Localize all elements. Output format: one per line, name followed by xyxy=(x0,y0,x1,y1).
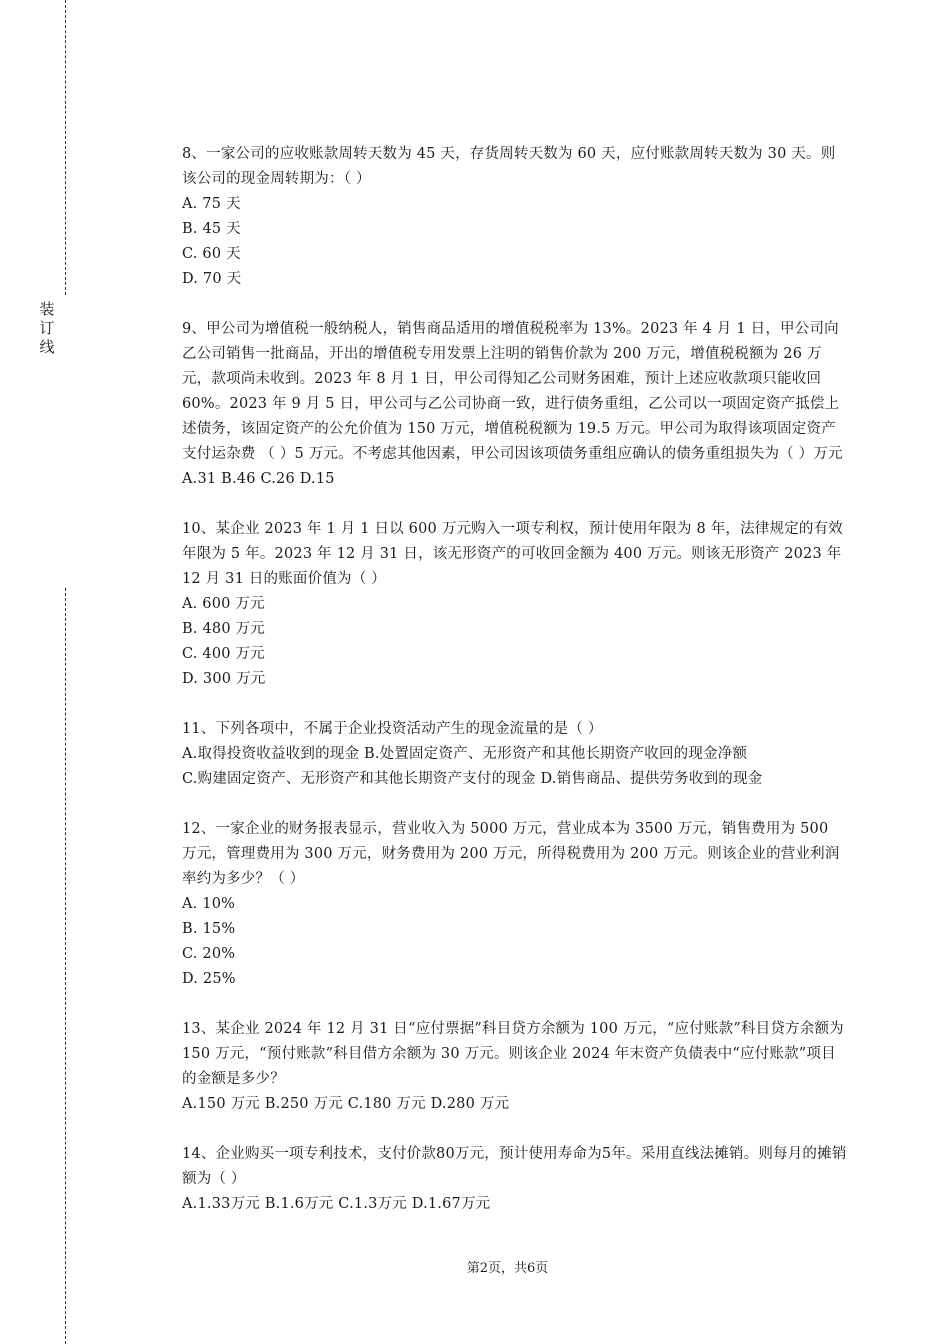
binding-label xyxy=(37,300,57,357)
question-8 xyxy=(182,142,847,292)
question-stem: 8、一家公司的应收账款周转天数为 45 天，存货周转天数为 60 天，应付账款周转天数为 30 天。则该公司的现金周转期为：（ ） xyxy=(182,146,836,187)
question-10 xyxy=(182,517,847,692)
question-12 xyxy=(182,817,847,992)
option-b: B. 45 天 xyxy=(182,221,241,237)
page-number: 第2页，共6页 xyxy=(466,1261,549,1276)
question-14 xyxy=(182,1142,847,1217)
binding-char: 线 xyxy=(39,338,55,356)
question-stem: 11、下列各项中，不属于企业投资活动产生的现金流量的是（ ） xyxy=(182,721,603,737)
option-b: B. 15% xyxy=(182,921,236,937)
option-b: B. 480 万元 xyxy=(182,621,265,637)
question-11 xyxy=(182,717,847,792)
option-c: C. 60 天 xyxy=(182,246,241,262)
question-stem: 13、某企业 2024 年 12 月 31 日“应付票据”科目贷方余额为 100 万元，“应付账款”科目贷方余额为 150 万元，“预付账款”科目借方余额为 30 万元。则该企业 2024 年末资产负债表中“应付账款”项目的金额是多少？ xyxy=(182,1021,844,1087)
options-line: A.1.33万元 B.1.6万元 C.1.3万元 D.1.67万元 xyxy=(182,1196,491,1212)
options-line: A.31 B.46 C.26 D.15 xyxy=(182,471,335,487)
options-line: A.150 万元 B.250 万元 C.180 万元 D.280 万元 xyxy=(182,1096,510,1112)
question-13 xyxy=(182,1017,847,1117)
question-stem: 10、某企业 2023 年 1 月 1 日以 600 万元购入一项专利权，预计使用年限为 8 年，法律规定的有效年限为 5 年。2023 年 12 月 31 日，该无形资产的可收回金额为 400 万元。则该无形资产 2023 年 12 月 31 日的账面价值为（ ） xyxy=(182,521,843,587)
binding-line-top xyxy=(65,0,66,295)
option-d: D. 300 万元 xyxy=(182,671,266,687)
option-c: C. 400 万元 xyxy=(182,646,265,662)
question-9 xyxy=(182,317,847,492)
option-d: D. 70 天 xyxy=(182,271,242,287)
binding-char: 装 xyxy=(39,300,55,318)
question-list xyxy=(182,142,847,1217)
question-stem: 9、甲公司为增值税一般纳税人，销售商品适用的增值税税率为 13%。2023 年 4 月 1 日，甲公司向乙公司销售一批商品，开出的增值税专用发票上注明的销售价款为 200 万元，增值税税额为 26 万元，款项尚未收到。2023 年 8 月 1 日，甲公司得知乙公司财务困难，预计上述应收款项只能收回 60%。2023 年 9 月 5 日，甲公司与乙公司协商一致，进行债务重组，乙公司以一项固定资产抵偿上述债务，该固定资产的公允价值为 150 万元，增值税税额为 19.5 万元。甲公司为取得该项固定资产支付运杂费 （ ）5 万元。不考虑其他因素，甲公司因该项债务重组应确认的债务重组损失为（ ）万元 xyxy=(182,321,843,462)
question-stem: 14、企业购买一项专利技术，支付价款80万元，预计使用寿命为5年。采用直线法摊销。则每月的摊销额为（ ） xyxy=(182,1146,847,1187)
option-a: A. 75 天 xyxy=(182,196,241,212)
option-d: D. 25% xyxy=(182,971,236,987)
option-a: A. 10% xyxy=(182,896,236,912)
binding-char: 订 xyxy=(39,319,55,337)
option-c: C. 20% xyxy=(182,946,236,962)
options-line: C.购建固定资产、无形资产和其他长期资产支付的现金 D.销售商品、提供劳务收到的现金 xyxy=(182,771,763,787)
question-stem: 12、一家企业的财务报表显示，营业收入为 5000 万元，营业成本为 3500 万元，销售费用为 500 万元，管理费用为 300 万元，财务费用为 200 万元，所得税费用为 200 万元。则该企业的营业利润率约为多少？（ ） xyxy=(182,821,840,887)
option-a: A. 600 万元 xyxy=(182,596,265,612)
binding-line-bottom xyxy=(65,588,66,1344)
options-line: A.取得投资收益收到的现金 B.处置固定资产、无形资产和其他长期资产收回的现金净额 xyxy=(182,746,748,762)
